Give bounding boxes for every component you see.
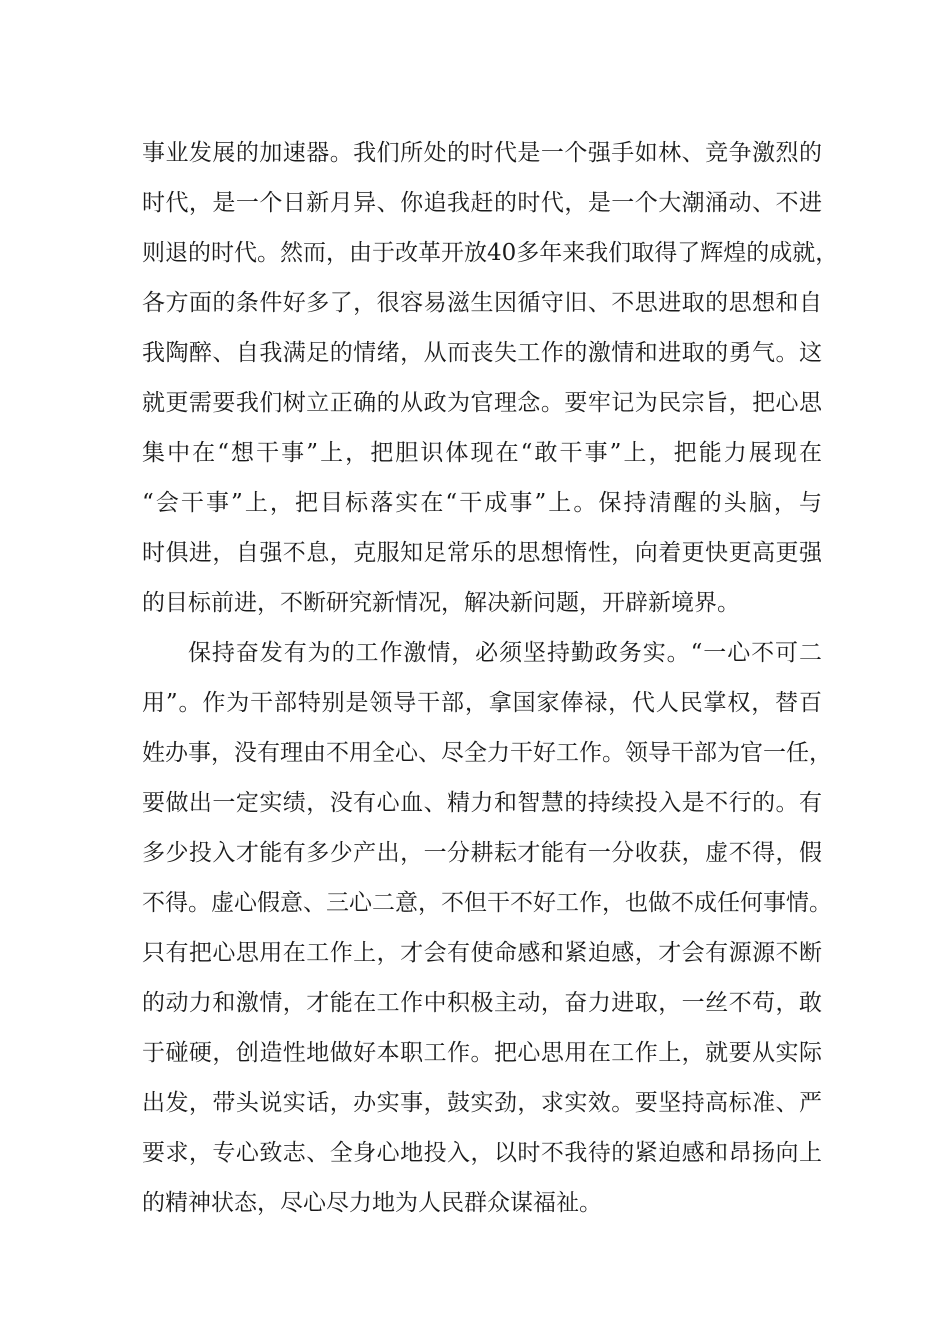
document-body bbox=[142, 128, 839, 1228]
paragraph-line: 的动力和激情，才能在工作中积极主动，奋力进取，一丝不苟，敢 bbox=[142, 990, 822, 1016]
paragraph-line: 只有把心思用在工作上，才会有使命感和紧迫感，才会有源源不断 bbox=[142, 940, 822, 966]
paragraph-line: 要求，专心致志、全身心地投入，以时不我待的紧迫感和昂扬向上 bbox=[142, 1140, 822, 1166]
paragraph-line: 要做出一定实绩，没有心血、精力和智慧的持续投入是不行的。有 bbox=[142, 790, 822, 816]
paragraph-line: 事业发展的加速器。我们所处的时代是一个强手如林、竞争激烈的 bbox=[142, 140, 822, 166]
paragraph-line: 不得。虚心假意、三心二意，不但干不好工作，也做不成任何事情。 bbox=[142, 890, 832, 916]
paragraph-2 bbox=[142, 628, 832, 1228]
paragraph-line: 则退的时代。然而，由于改革开放40多年来我们取得了辉煌的成就， bbox=[142, 240, 839, 266]
paragraph-line: “会干事”上，把目标落实在“干成事”上。保持清醒的头脑，与 bbox=[142, 490, 822, 516]
paragraph-line: 各方面的条件好多了，很容易滋生因循守旧、不思进取的思想和自 bbox=[142, 290, 822, 316]
paragraph-line: 的精神状态，尽心尽力地为人民群众谋福祉。 bbox=[142, 1190, 602, 1216]
paragraph-line: 保持奋发有为的工作激情，必须坚持勤政务实。“一心不可二 bbox=[188, 640, 822, 666]
paragraph-line: 的目标前进，不断研究新情况，解决新问题，开辟新境界。 bbox=[142, 590, 740, 616]
paragraph-line: 集中在“想干事”上，把胆识体现在“敢干事”上，把能力展现在 bbox=[142, 440, 822, 466]
paragraph-line: 于碰硬，创造性地做好本职工作。把心思用在工作上，就要从实际 bbox=[142, 1040, 822, 1066]
paragraph-1 bbox=[142, 128, 839, 628]
paragraph-line: 姓办事，没有理由不用全心、尽全力干好工作。领导干部为官一任， bbox=[142, 740, 832, 766]
paragraph-line: 我陶醉、自我满足的情绪，从而丧失工作的激情和进取的勇气。这 bbox=[142, 340, 822, 366]
paragraph-line: 时代，是一个日新月异、你追我赶的时代，是一个大潮涌动、不进 bbox=[142, 190, 822, 216]
paragraph-line: 出发，带头说实话，办实事，鼓实劲，求实效。要坚持高标准、严 bbox=[142, 1090, 822, 1116]
paragraph-line: 用”。作为干部特别是领导干部，拿国家俸禄，代人民掌权，替百 bbox=[142, 690, 822, 716]
paragraph-line: 就更需要我们树立正确的从政为官理念。要牢记为民宗旨，把心思 bbox=[142, 390, 822, 416]
paragraph-line: 多少投入才能有多少产出，一分耕耘才能有一分收获，虚不得，假 bbox=[142, 840, 822, 866]
paragraph-line: 时俱进，自强不息，克服知足常乐的思想惰性，向着更快更高更强 bbox=[142, 540, 822, 566]
